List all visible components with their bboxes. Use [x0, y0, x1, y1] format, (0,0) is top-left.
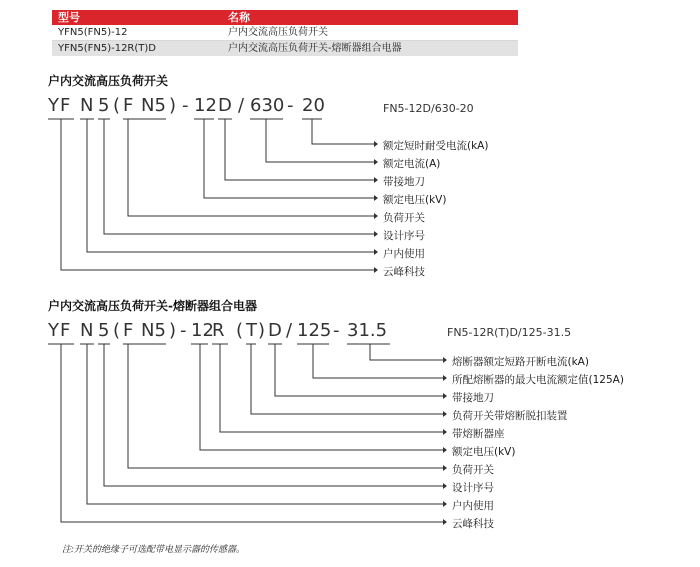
code-part: T	[246, 320, 257, 341]
code-part: R	[212, 320, 225, 341]
desc-item: 云峰科技	[383, 266, 425, 278]
desc-item: 所配熔断器的最大电流额定值(125A)	[452, 374, 624, 386]
desc-item: 户内使用	[383, 248, 425, 260]
row1-name: 户内交流高压负荷开关	[228, 27, 328, 38]
code-part: N	[80, 320, 94, 341]
code-part: F	[60, 320, 71, 341]
section1-title: 户内交流高压负荷开关	[48, 74, 169, 88]
desc-item: 设计序号	[452, 482, 494, 494]
code-part: )	[169, 95, 177, 116]
desc-item: 额定电流(A)	[383, 158, 441, 170]
desc-item: 额定短时耐受电流(kA)	[383, 140, 489, 152]
code-part: (	[113, 320, 121, 341]
header-name: 名称	[228, 11, 250, 24]
code-part: 20	[302, 95, 325, 116]
code-part: /	[238, 95, 245, 116]
section1-model: FN5-12D/630-20	[383, 102, 474, 115]
desc-item: 带接地刀	[383, 176, 425, 188]
section2-model: FN5-12R(T)D/125-31.5	[447, 326, 572, 339]
code-part: N	[80, 95, 94, 116]
desc-item: 熔断器额定短路开断电流(kA)	[452, 356, 589, 368]
code-part: N5	[141, 320, 166, 341]
code-part: N5	[141, 95, 166, 116]
desc-item: 户内使用	[452, 500, 494, 512]
desc-item: 设计序号	[383, 230, 425, 242]
code-part: (	[236, 320, 244, 341]
code-part: 31.5	[347, 320, 388, 341]
code-part: (	[113, 95, 121, 116]
code-part: -	[182, 95, 189, 116]
footnote: 注:开关的绝缘子可选配带电显示器的传感器。	[62, 545, 246, 555]
code-part: F	[123, 320, 134, 341]
code-part: Y	[48, 320, 59, 341]
code-part: 12	[194, 95, 217, 116]
code-part: 125	[297, 320, 332, 341]
row2-name: 户内交流高压负荷开关-熔断器组合电器	[228, 43, 402, 54]
code-part: )	[169, 320, 177, 341]
desc-item: 额定电压(kV)	[383, 194, 447, 206]
section2-title: 户内交流高压负荷开关-熔断器组合电器	[48, 299, 257, 313]
code-part: -	[287, 95, 294, 116]
code-part: 5	[98, 320, 110, 341]
desc-item: 负荷开关带熔断脱扣装置	[452, 410, 568, 422]
desc-item: 带接地刀	[452, 392, 494, 404]
code-part: F	[123, 95, 134, 116]
header-model: 型号	[58, 11, 80, 24]
code-part: )	[258, 320, 266, 341]
desc-item: 负荷开关	[383, 212, 425, 224]
code-part: -	[333, 320, 340, 341]
code-part: 5	[98, 95, 110, 116]
code-part: F	[60, 95, 71, 116]
row1-model: YFN5(FN5)-12	[58, 27, 128, 38]
desc-item: 带熔断器座	[452, 428, 505, 440]
code-part: 12	[191, 320, 214, 341]
row2-model: YFN5(FN5)-12R(T)D	[58, 43, 156, 54]
desc-item: 额定电压(kV)	[452, 446, 516, 458]
code-part: Y	[48, 95, 59, 116]
code-part: 630	[250, 95, 285, 116]
desc-item: 云峰科技	[452, 518, 494, 530]
desc-item: 负荷开关	[452, 464, 494, 476]
code-part: D	[218, 95, 232, 116]
code-part: /	[286, 320, 293, 341]
code-part: D	[268, 320, 282, 341]
code-part: -	[180, 320, 187, 341]
